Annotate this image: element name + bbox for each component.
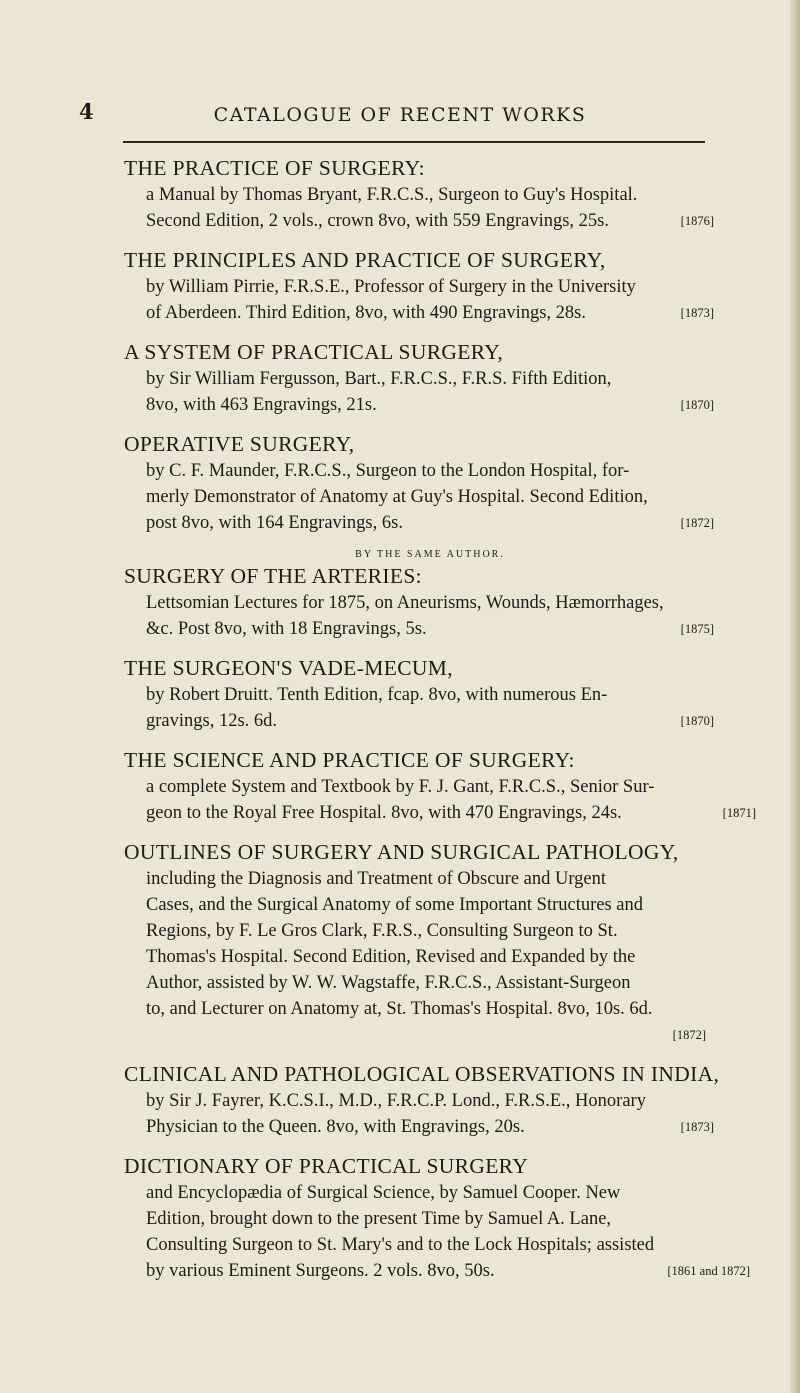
same-author-note: BY THE SAME AUTHOR.: [355, 549, 505, 560]
entry-line: Thomas's Hospital. Second Edition, Revised and Expanded by the: [146, 947, 636, 967]
entry-line: of Aberdeen. Third Edition, 8vo, with 490 Engravings, 28s.: [146, 303, 587, 323]
entry-line: by Robert Druitt. Tenth Edition, fcap. 8vo, with numerous En-: [146, 685, 608, 705]
entry-date: [1873]: [680, 306, 714, 320]
entry-description: [0, 458, 800, 536]
catalogue-entry: [0, 746, 800, 826]
entry-line: &c. Post 8vo, with 18 Engravings, 5s.: [146, 619, 427, 639]
entry-title: THE SCIENCE AND PRACTICE OF SURGERY:: [124, 748, 575, 772]
entry-description: [0, 1180, 800, 1284]
catalogue-entry: [0, 654, 800, 734]
entry-description: [0, 866, 800, 1048]
entry-date: [1871]: [722, 806, 756, 820]
entry-title: SURGERY OF THE ARTERIES:: [124, 564, 422, 588]
entry-date: [1872]: [672, 1028, 706, 1042]
entry-line: 8vo, with 463 Engravings, 21s.: [146, 395, 377, 415]
entry-title: OUTLINES OF SURGERY AND SURGICAL PATHOLOGY,: [124, 840, 679, 864]
entry-description: [0, 366, 800, 418]
catalogue-entry: [0, 430, 800, 536]
entry-title: OPERATIVE SURGERY,: [124, 432, 355, 456]
entry-line: Author, assisted by W. W. Wagstaffe, F.R.C.S., Assistant-Surgeon: [146, 973, 631, 993]
entry-title: A SYSTEM OF PRACTICAL SURGERY,: [124, 340, 504, 364]
entry-line: including the Diagnosis and Treatment of Obscure and Urgent: [146, 869, 607, 889]
entry-title: DICTIONARY OF PRACTICAL SURGERY: [124, 1154, 529, 1178]
entry-line: Edition, brought down to the present Time by Samuel A. Lane,: [146, 1209, 612, 1229]
entry-title: THE SURGEON'S VADE-MECUM,: [124, 656, 453, 680]
entry-line: geon to the Royal Free Hospital. 8vo, with 470 Engravings, 24s.: [146, 803, 622, 823]
catalogue-entry: [0, 546, 800, 642]
entry-line: a Manual by Thomas Bryant, F.R.C.S., Surgeon to Guy's Hospital.: [146, 185, 638, 205]
entry-date: [1876]: [680, 214, 714, 228]
entry-description: [0, 774, 800, 826]
entry-description: [0, 590, 800, 642]
entry-description: [0, 682, 800, 734]
entry-line: Physician to the Queen. 8vo, with Engravings, 20s.: [146, 1117, 525, 1137]
catalogue-entry: [0, 838, 800, 1048]
entry-date: [1873]: [680, 1120, 714, 1134]
header-rule: [123, 141, 705, 143]
entry-line: by Sir William Fergusson, Bart., F.R.C.S., F.R.S. Fifth Edition,: [146, 369, 612, 389]
running-head: CATALOGUE OF RECENT WORKS: [213, 104, 587, 126]
entry-description: [0, 274, 800, 326]
page-number: 4: [79, 99, 94, 124]
entry-line: Cases, and the Surgical Anatomy of some Important Structures and: [146, 895, 644, 915]
entry-line: Regions, by F. Le Gros Clark, F.R.S., Consulting Surgeon to St.: [146, 921, 618, 941]
entry-title: CLINICAL AND PATHOLOGICAL OBSERVATIONS IN INDIA,: [124, 1062, 720, 1086]
entry-title: THE PRINCIPLES AND PRACTICE OF SURGERY,: [124, 248, 606, 272]
entry-date: [1872]: [680, 516, 714, 530]
catalogue-entry: [0, 1152, 800, 1284]
catalogue-entry: [0, 1060, 800, 1140]
entry-line: by various Eminent Surgeons. 2 vols. 8vo, 50s.: [146, 1261, 495, 1281]
entry-line: a complete System and Textbook by F. J. Gant, F.R.C.S., Senior Sur-: [146, 777, 655, 797]
entry-date: [1870]: [680, 398, 714, 412]
entry-description: [0, 182, 800, 234]
entry-description: [0, 1088, 800, 1140]
catalogue-entry: [0, 246, 800, 326]
entry-line: by William Pirrie, F.R.S.E., Professor of Surgery in the University: [146, 277, 636, 297]
entry-date: [1875]: [680, 622, 714, 636]
entry-date: [1870]: [680, 714, 714, 728]
catalogue-entries: [0, 154, 800, 1296]
entry-line: by Sir J. Fayrer, K.C.S.I., M.D., F.R.C.P. Lond., F.R.S.E., Honorary: [146, 1091, 646, 1111]
entry-line: Lettsomian Lectures for 1875, on Aneurisms, Wounds, Hæmorrhages,: [146, 593, 664, 613]
entry-line: by C. F. Maunder, F.R.C.S., Surgeon to the London Hospital, for-: [146, 461, 630, 481]
catalogue-entry: [0, 338, 800, 418]
entry-line: gravings, 12s. 6d.: [146, 711, 278, 731]
entry-line: to, and Lecturer on Anatomy at, St. Thomas's Hospital. 8vo, 10s. 6d.: [146, 999, 653, 1019]
entry-line: and Encyclopædia of Surgical Science, by Samuel Cooper. New: [146, 1183, 621, 1203]
entry-date: [1861 and 1872]: [667, 1264, 750, 1278]
entry-line: merly Demonstrator of Anatomy at Guy's Hospital. Second Edition,: [146, 487, 648, 507]
entry-line: Second Edition, 2 vols., crown 8vo, with 559 Engravings, 25s.: [146, 211, 609, 231]
entry-line: post 8vo, with 164 Engravings, 6s.: [146, 513, 403, 533]
entry-line: Consulting Surgeon to St. Mary's and to the Lock Hospitals; assisted: [146, 1235, 655, 1255]
entry-title: THE PRACTICE OF SURGERY:: [124, 156, 425, 180]
catalogue-entry: [0, 154, 800, 234]
